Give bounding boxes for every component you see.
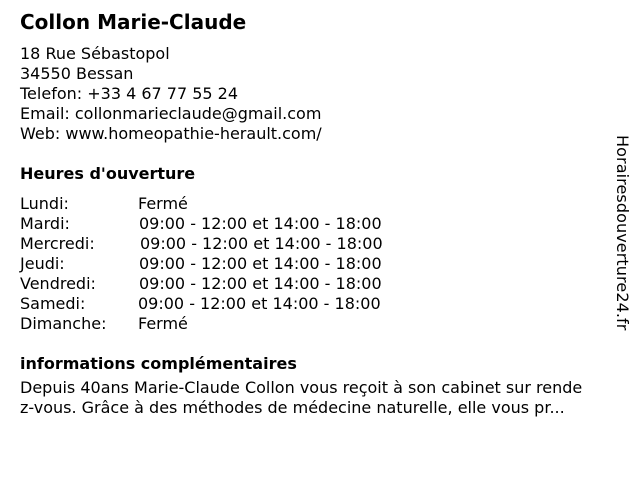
info-heading: informations complémentaires	[20, 354, 297, 373]
address-block	[20, 44, 322, 144]
hours-day: Samedi:	[20, 294, 86, 313]
business-name: Collon Marie-Claude	[20, 10, 247, 34]
hours-time: 09:00 - 12:00 et 14:00 - 18:00	[140, 234, 383, 253]
hours-day: Lundi:	[20, 194, 69, 213]
street: 18 Rue Sébastopol	[20, 44, 170, 63]
watermark-text: Horairesdouverture24.fr	[613, 135, 632, 331]
hours-day: Mardi:	[20, 214, 70, 233]
hours-day: Vendredi:	[20, 274, 96, 293]
hours-day: Jeudi:	[20, 254, 65, 273]
phone: Telefon: +33 4 67 77 55 24	[20, 84, 239, 103]
hours-time: Fermé	[138, 194, 188, 213]
hours-heading: Heures d'ouverture	[20, 164, 196, 183]
city: 34550 Bessan	[20, 64, 134, 83]
info-line: Depuis 40ans Marie-Claude Collon vous reçoit à son cabinet sur rende	[20, 378, 583, 397]
info-line: z-vous. Grâce à des méthodes de médecine naturelle, elle vous pr...	[20, 398, 565, 417]
hours-day: Mercredi:	[20, 234, 95, 253]
hours-time: Fermé	[138, 314, 188, 333]
hours-time: 09:00 - 12:00 et 14:00 - 18:00	[139, 214, 382, 233]
email: Email: collonmarieclaude@gmail.com	[20, 104, 322, 123]
info-text	[20, 378, 632, 418]
hours-time: 09:00 - 12:00 et 14:00 - 18:00	[139, 274, 382, 293]
hours-day: Dimanche:	[20, 314, 107, 333]
website: Web: www.homeopathie-herault.com/	[20, 124, 322, 143]
hours-time: 09:00 - 12:00 et 14:00 - 18:00	[139, 254, 382, 273]
hours-time: 09:00 - 12:00 et 14:00 - 18:00	[138, 294, 381, 313]
